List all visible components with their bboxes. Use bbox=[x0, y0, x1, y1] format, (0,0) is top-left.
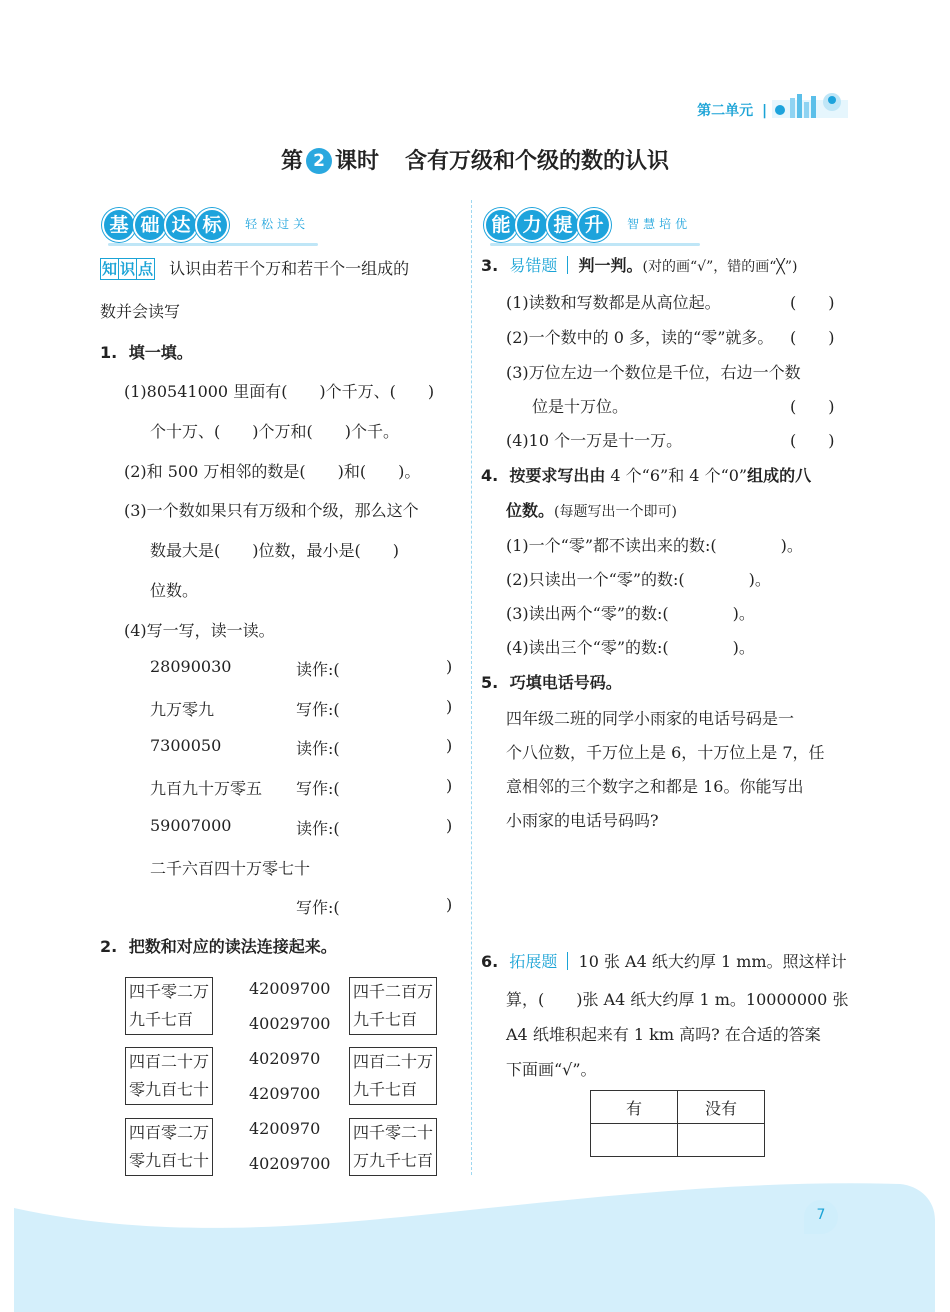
reading-box[interactable]: 四千二百万 九千七百 bbox=[349, 977, 437, 1035]
reading-box[interactable]: 四百二十万 零九百七十 bbox=[125, 1047, 213, 1105]
option-yes-cell[interactable] bbox=[591, 1124, 678, 1157]
advanced-section-banner: 能 力 提 升 $^{智慧培优}$ bbox=[484, 208, 691, 240]
number-item[interactable]: 42009700 bbox=[249, 979, 331, 998]
page-title: 第 2 课时 含有万级和个级的数的认识 bbox=[280, 149, 670, 174]
option-yes-header: 有 bbox=[591, 1091, 678, 1124]
knowledge-tag: 知 识 点 bbox=[102, 260, 154, 278]
answer-bracket[interactable]: ( ) bbox=[790, 397, 835, 416]
reading-box[interactable]: 四千零二万 九千七百 bbox=[125, 977, 213, 1035]
error-prone-tag: 易错题 bbox=[509, 256, 558, 275]
q1-item: 28090030 bbox=[150, 657, 232, 676]
answer-table bbox=[590, 1090, 765, 1157]
bottom-wave-decoration bbox=[0, 1180, 950, 1312]
q1-heading: 1. 填一填。 bbox=[100, 343, 193, 362]
q1-item: 二千六百四十万零七十 bbox=[150, 859, 311, 878]
q3-heading: 3. 易错题 判一判。(对的画“√”，错的画“╳”) bbox=[481, 256, 798, 275]
number-item[interactable]: 40209700 bbox=[249, 1154, 331, 1173]
unit-label: 第二单元 bbox=[697, 103, 754, 119]
reading-box[interactable]: 四百零二万 零九百七十 bbox=[125, 1118, 213, 1176]
reading-box[interactable]: 四千零二十 万九千七百 bbox=[349, 1118, 437, 1176]
column-divider bbox=[471, 200, 472, 1175]
number-item[interactable]: 4020970 bbox=[249, 1049, 321, 1068]
answer-bracket[interactable]: ( ) bbox=[790, 293, 835, 312]
q2-heading: 2. 把数和对应的读法连接起来。 bbox=[100, 937, 337, 956]
q1-item: 59007000 bbox=[150, 816, 232, 835]
banner-subtitle: 轻松过关 bbox=[245, 217, 310, 231]
q5-heading: 5. 巧填电话号码。 bbox=[481, 673, 622, 692]
lesson-name: 含有万级和个级的数的认识 bbox=[405, 149, 670, 174]
header-decoration-icon bbox=[772, 86, 848, 122]
reading-box[interactable]: 四百二十万 九千七百 bbox=[349, 1047, 437, 1105]
q1-item: 九百九十万零五 bbox=[150, 779, 263, 798]
option-no-cell[interactable] bbox=[678, 1124, 765, 1157]
banner-subtitle: 智慧培优 bbox=[627, 217, 692, 231]
number-item[interactable]: 4200970 bbox=[249, 1119, 321, 1138]
q4-heading: 4. 按要求写出由 4 个“6”和 4 个“0”组成的八 bbox=[481, 466, 812, 485]
number-item[interactable]: 40029700 bbox=[249, 1014, 331, 1033]
knowledge-point: 知 识 点 认识由若干个万和若干个一组成的 bbox=[102, 259, 410, 278]
answer-bracket[interactable]: ( ) bbox=[790, 431, 835, 450]
basic-section-banner: 基 础 达 标 $^{轻松过关}$ bbox=[102, 208, 309, 240]
option-no-header: 没有 bbox=[678, 1091, 765, 1124]
q1-item: 7300050 bbox=[150, 736, 222, 755]
number-item[interactable]: 4209700 bbox=[249, 1084, 321, 1103]
answer-bracket[interactable]: ( ) bbox=[790, 328, 835, 347]
q6-heading: 6. 拓展题 10 张 A4 纸大约厚 1 mm。照这样计 bbox=[481, 952, 847, 971]
q1-item: 九万零九 bbox=[150, 700, 215, 719]
lesson-number-badge: 2 bbox=[306, 148, 332, 174]
page-number: 7 bbox=[804, 1200, 838, 1234]
header-separator: | bbox=[762, 103, 768, 119]
extension-tag: 拓展题 bbox=[509, 952, 558, 971]
